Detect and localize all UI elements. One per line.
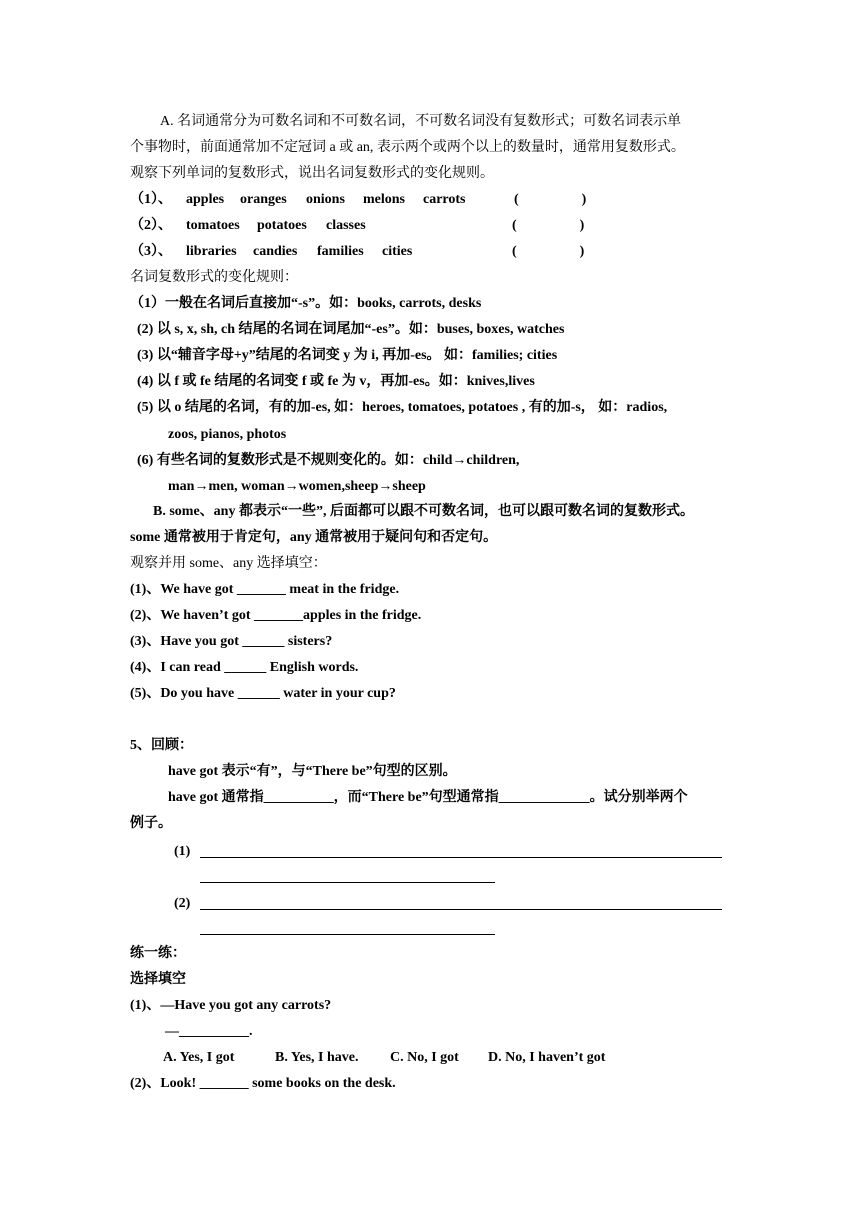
- example-2-answer-line-2: [200, 934, 495, 935]
- group-3-word: libraries: [186, 244, 237, 259]
- rules-title: 名词复数形式的变化规则：: [130, 270, 298, 285]
- question-1-option-a: A. Yes, I got: [163, 1050, 235, 1065]
- group-3-blank: ( ): [512, 244, 585, 259]
- section-a-intro-line-1: A. 名词通常分为可数名词和不可数名词，不可数名词没有复数形式；可数名词表示单: [160, 114, 682, 129]
- group-3-word: families: [317, 244, 364, 259]
- group-2-word: potatoes: [257, 218, 307, 233]
- group-1-word: melons: [363, 192, 405, 207]
- fill-blank-item-1: (1)、We have got _______ meat in the fridge.: [130, 582, 400, 597]
- section-a-intro-line-3: 观察下列单词的复数形式，说出名词复数形式的变化规则。: [130, 166, 494, 181]
- section-b-intro-line-1: B. some、any 都表示“一些”, 后面都可以跟不可数名词，也可以跟可数名词的复数形式。: [153, 504, 694, 519]
- group-3-number: （3）、: [130, 244, 172, 259]
- fill-blank-item-4: (4)、I can read ______ English words.: [130, 660, 359, 675]
- fill-blank-item-3: (3)、Have you got ______ sisters?: [130, 634, 333, 649]
- group-2-number: （2）、: [130, 218, 172, 233]
- group-1-number: （1）、: [130, 192, 172, 207]
- question-1-option-c: C. No, I got: [390, 1050, 459, 1065]
- fill-blank-item-5: (5)、Do you have ______ water in your cup?: [130, 686, 396, 701]
- group-2-blank: ( ): [512, 218, 585, 233]
- review-title: 5、回顾：: [130, 738, 193, 753]
- rule-6-continued: man→men, woman→women,sheep→sheep: [168, 479, 426, 494]
- question-1: (1)、—Have you got any carrots?: [130, 998, 332, 1013]
- rule-5: (5) 以 o 结尾的名词，有的加-es, 如：heroes, tomatoes, potatoes , 有的加-s， 如：radios,: [137, 400, 668, 415]
- example-2-label: (2): [174, 896, 191, 911]
- example-1-answer-line-2: [200, 882, 495, 883]
- question-1-option-d: D. No, I haven’t got: [488, 1050, 606, 1065]
- review-line-1: have got 表示“有”，与“There be”句型的区别。: [168, 764, 457, 779]
- example-2-answer-line: [200, 909, 722, 910]
- group-2-word: classes: [326, 218, 366, 233]
- group-1-blank: ( ): [514, 192, 587, 207]
- example-1-answer-line: [200, 857, 722, 858]
- practice-subtitle: 选择填空: [130, 972, 186, 987]
- rule-5-continued: zoos, pianos, photos: [168, 427, 287, 442]
- rule-1: （1）一般在名词后直接加“-s”。如：books, carrots, desks: [130, 296, 482, 311]
- example-1-label: (1): [174, 844, 191, 859]
- rule-3: (3) 以“辅音字母+y”结尾的名词变 y 为 i, 再加-es。 如：families; cities: [137, 348, 558, 363]
- question-1-answer: —__________.: [165, 1024, 253, 1039]
- group-1-word: carrots: [423, 192, 466, 207]
- group-2-word: tomatoes: [186, 218, 240, 233]
- rule-4: (4) 以 f 或 fe 结尾的名词变 f 或 fe 为 v，再加-es。如：knives,lives: [137, 374, 535, 389]
- section-a-intro-line-2: 个事物时，前面通常加不定冠词 a 或 an, 表示两个或两个以上的数量时，通常用复数形式。: [130, 140, 685, 155]
- review-line-3: 例子。: [130, 816, 172, 831]
- practice-title: 练一练：: [130, 946, 186, 961]
- group-1-word: oranges: [240, 192, 287, 207]
- section-b-intro-line-2: some 通常被用于肯定句，any 通常被用于疑问句和否定句。: [130, 530, 498, 545]
- rule-2: (2) 以 s, x, sh, ch 结尾的名词在词尾加“-es”。如：buses, boxes, watches: [137, 322, 565, 337]
- group-3-word: cities: [382, 244, 413, 259]
- rule-6: (6) 有些名词的复数形式是不规则变化的。如：child→children,: [137, 453, 520, 468]
- group-1-word: onions: [306, 192, 345, 207]
- question-1-option-b: B. Yes, I have.: [275, 1050, 359, 1065]
- group-3-word: candies: [253, 244, 298, 259]
- question-2: (2)、Look! _______ some books on the desk.: [130, 1076, 396, 1091]
- fill-blank-item-2: (2)、We haven’t got _______apples in the fridge.: [130, 608, 422, 623]
- group-1-word: apples: [186, 192, 225, 207]
- review-line-2: have got 通常指__________，而“There be”句型通常指_____________。试分别举两个: [168, 790, 688, 805]
- section-b-instruction: 观察并用 some、any 选择填空：: [130, 556, 327, 571]
